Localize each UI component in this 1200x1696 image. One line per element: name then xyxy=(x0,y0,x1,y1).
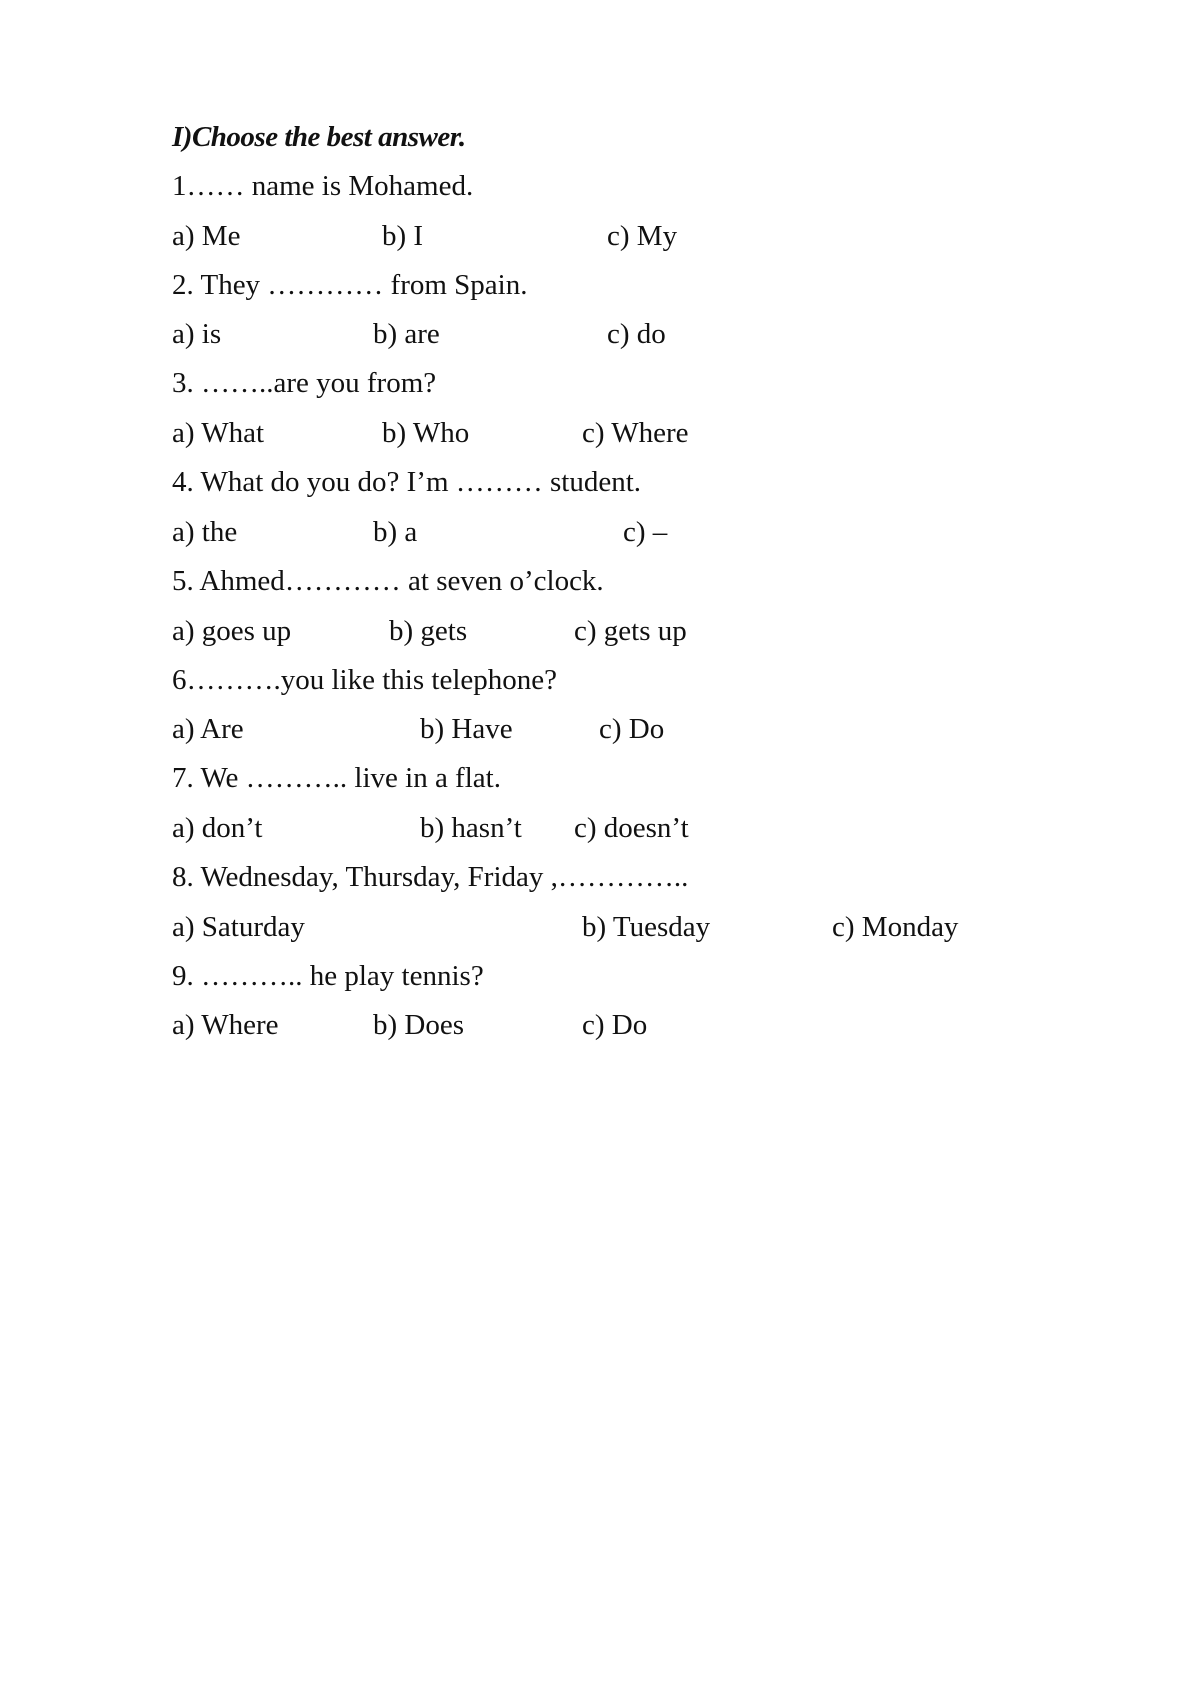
option-c: c) My xyxy=(607,220,678,252)
option-a: a) Me xyxy=(172,220,241,252)
question-4: 4. What do you do? I’m ……… student. xyxy=(172,466,642,498)
option-c: c) Where xyxy=(582,417,689,449)
option-c: c) – xyxy=(623,516,668,548)
question-3: 3. ……..are you from? xyxy=(172,367,437,399)
section-heading: I)Choose the best answer. xyxy=(172,121,466,153)
option-b: b) a xyxy=(373,516,418,548)
option-a: a) is xyxy=(172,318,222,350)
option-c: c) doesn’t xyxy=(574,812,689,844)
option-b: b) Who xyxy=(382,417,470,449)
option-b: b) are xyxy=(373,318,440,350)
option-c: c) Do xyxy=(582,1009,648,1041)
question-2: 2. They ………… from Spain. xyxy=(172,269,528,301)
option-c: c) Monday xyxy=(832,911,959,943)
question-1: 1…… name is Mohamed. xyxy=(172,170,474,202)
option-b: b) hasn’t xyxy=(420,812,522,844)
option-a: a) goes up xyxy=(172,615,292,647)
option-a: a) the xyxy=(172,516,238,548)
option-b: b) I xyxy=(382,220,424,252)
option-b: b) Tuesday xyxy=(582,911,711,943)
option-a: a) don’t xyxy=(172,812,263,844)
question-7: 7. We ……….. live in a flat. xyxy=(172,762,501,794)
option-a: a) Where xyxy=(172,1009,279,1041)
question-6: 6……….you like this telephone? xyxy=(172,664,557,696)
question-8: 8. Wednesday, Thursday, Friday ,………….. xyxy=(172,861,689,893)
option-c: c) do xyxy=(607,318,666,350)
option-a: a) Are xyxy=(172,713,244,745)
option-a: a) What xyxy=(172,417,265,449)
option-c: c) gets up xyxy=(574,615,687,647)
option-c: c) Do xyxy=(599,713,665,745)
option-b: b) gets xyxy=(389,615,468,647)
question-9: 9. ……….. he play tennis? xyxy=(172,960,484,992)
option-b: b) Does xyxy=(373,1009,465,1041)
option-b: b) Have xyxy=(420,713,513,745)
question-5: 5. Ahmed………… at seven o’clock. xyxy=(172,565,604,597)
option-a: a) Saturday xyxy=(172,911,305,943)
